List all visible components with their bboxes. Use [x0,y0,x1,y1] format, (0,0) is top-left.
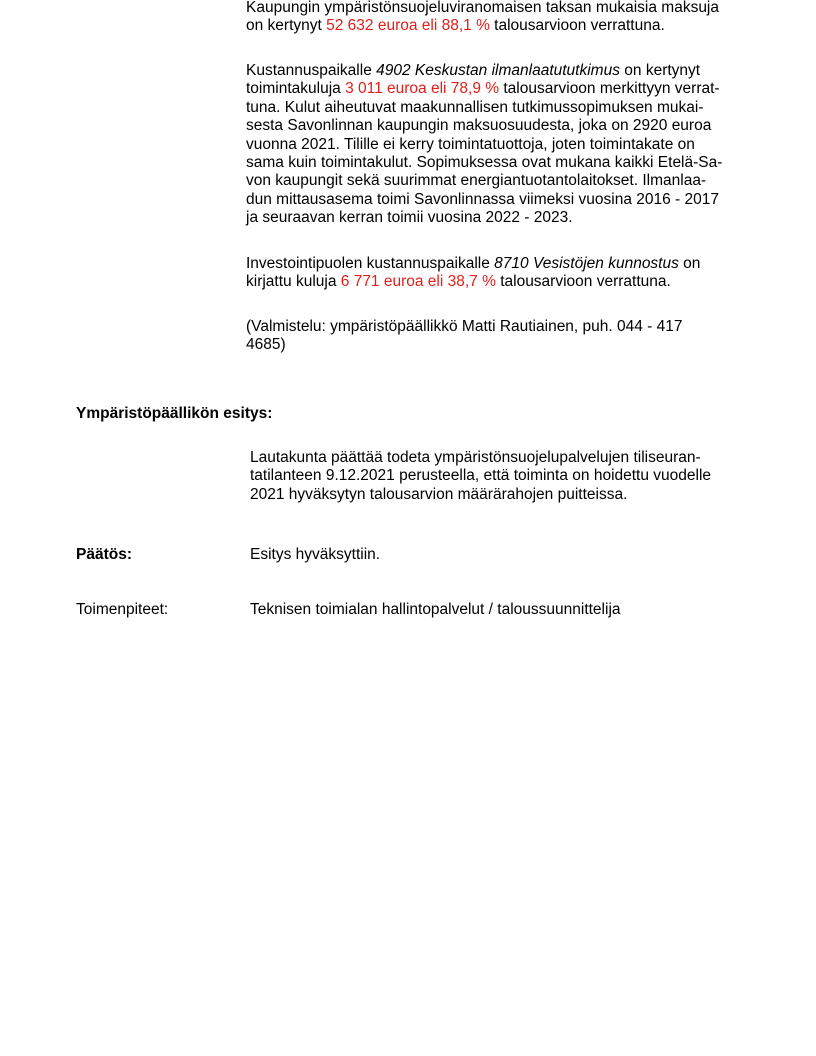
air-line-9: ja seuraavan kerran toimii vuosina 2022 - 2023. [246,209,573,227]
cost-center-air-quality: 4902 Keskustan ilmanlaatututkimus [376,62,620,79]
air-costs-text-end: talousarvioon merkittyyn verrat- [499,80,720,98]
air-line-6: sama kuin toimintakulut. Sopimuksessa ovat mukana kaikki Etelä-Sa- [246,154,723,172]
preparation-line-2: 4685) [246,336,286,354]
air-line-4: sesta Savonlinnan kaupungin maksuosuudesta, joka on 2920 euroa [246,117,712,135]
fees-text: on kertynyt [246,17,327,35]
proposal-line-3: 2021 hyväksytyn talousarvion määrärahojen puitteissa. [250,485,628,503]
proposal-line-1: Lautakunta päättää todeta ympäristönsuojelupalvelujen tiliseuran- [250,449,701,466]
preparation-paragraph [246,318,746,355]
fees-line-1: Kaupungin ympäristönsuojeluviranomaisen taksan mukaisia maksuja [246,0,719,16]
decision-label: Päätös: [76,546,132,563]
cost-center-waterbodies: 8710 Vesistöjen kunnostus [494,255,679,272]
air-line-5: vuonna 2021. Tilille ei kerry toimintatuottoja, joten toimintakate on [246,135,695,153]
actions-label: Toimenpiteet: [76,601,169,618]
air-amount-highlight: 3 011 euroa eli 78,9 % [345,80,500,98]
actions-text: Teknisen toimialan hallintopalvelut / taloussuunnittelija [250,601,621,618]
investment-text-end: on [678,255,701,272]
fees-amount-highlight: 52 632 euroa eli 88,1 % [326,17,490,35]
air-line-2 [246,80,746,98]
air-text: Kustannuspaikalle [246,62,377,79]
proposal-paragraph [250,449,750,504]
proposal-heading: Ympäristöpäällikön esitys: [76,405,273,422]
preparation-line-1: (Valmistelu: ympäristöpäällikkö Matti Rautiainen, puh. 044 - 417 [246,318,683,335]
fees-paragraph [246,0,746,36]
air-costs-text: toimintakuluja [246,80,346,98]
investment-line-1 [246,255,746,273]
investment-costs-text-end: talousarvioon verrattuna. [495,273,671,291]
investment-amount-highlight: 6 771 euroa eli 38,7 % [340,273,496,291]
investment-text: Investointipuolen kustannuspaikalle [246,255,495,272]
investment-line-2 [246,273,746,291]
air-line-3: tuna. Kulut aiheutuvat maakunnallisen tutkimussopimuksen mukai- [246,98,704,116]
fees-text-end: talousarvioon verrattuna. [489,17,665,35]
air-line-8: dun mittausasema toimi Savonlinnassa viimeksi vuosina 2016 - 2017 [246,190,719,208]
air-text-end: on kertynyt [619,62,701,79]
air-quality-paragraph [246,62,746,228]
air-line-1 [246,62,746,80]
air-line-7: von kaupungit sekä suurimmat energiantuotantolaitokset. Ilmanlaa- [246,172,707,190]
decision-text: Esitys hyväksyttiin. [250,546,381,563]
fees-line-2 [246,17,746,35]
investment-paragraph [246,255,746,292]
investment-costs-text: kirjattu kuluja [246,273,341,291]
proposal-line-2: tatilanteen 9.12.2021 perusteella, että toiminta on hoidettu vuodelle [250,467,712,485]
